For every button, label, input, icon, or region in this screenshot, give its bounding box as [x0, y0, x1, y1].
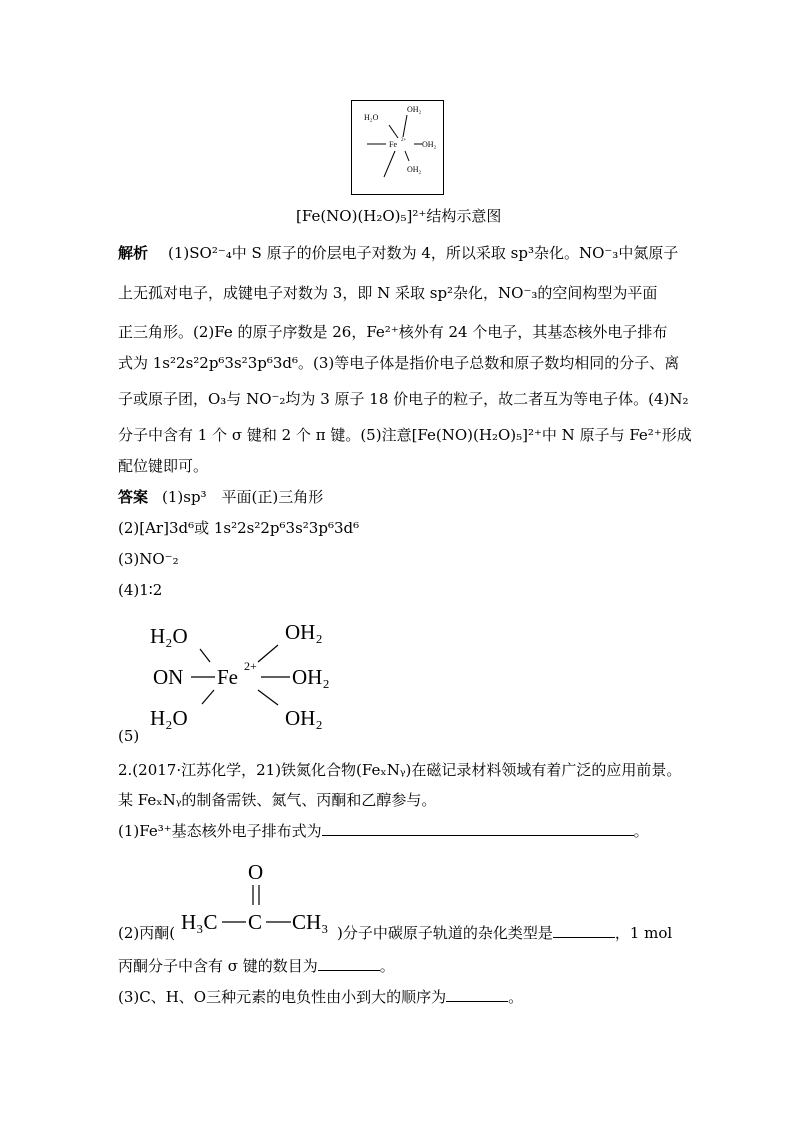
- h2o-bottom-left: H₂O: [150, 706, 188, 730]
- answer-3: (3)NO⁻₂: [118, 550, 179, 568]
- h2o-top-left: H₂O: [150, 624, 188, 648]
- answer-5: (5): [118, 727, 140, 745]
- figure-caption: [Fe(NO)(H₂O)₅]²⁺结构示意图: [296, 207, 502, 225]
- question2-part2-line2: [118, 956, 395, 976]
- answer-1: (1)sp³ 平面(正)三角形: [162, 488, 324, 506]
- fe-charge: 2+: [244, 659, 257, 673]
- fe-label: Fe: [389, 140, 397, 149]
- q3-electronegativity-blank[interactable]: [446, 987, 508, 1002]
- fe-charge-label: 2+: [401, 138, 407, 143]
- oh2-bottom-label: OH₂: [407, 165, 422, 174]
- structure-figure-box: [351, 100, 444, 195]
- oh2-top-label: OH₂: [407, 105, 422, 114]
- oh2-right: OH₂: [292, 665, 330, 689]
- answer-4: (4)1∶2: [118, 581, 163, 599]
- question2-part1: [118, 821, 649, 841]
- acetone-ch3: CH₃: [292, 910, 329, 934]
- analysis-line-1: (1)SO²⁻₄中 S 原子的价层电子对数为 4，所以采取 sp³杂化。NO⁻₃中氮原子: [168, 244, 679, 262]
- oh2-top-right: OH₂: [285, 620, 323, 644]
- q2-sigma-count-blank[interactable]: [318, 956, 380, 971]
- q2-suffix: )分子中碳原子轨道的杂化类型是: [337, 924, 553, 942]
- question2-intro-line2: 某 FeₓNᵧ的制备需铁、氮气、丙酮和乙醇参与。: [118, 791, 437, 809]
- q1-answer-blank[interactable]: [322, 821, 634, 836]
- answer-2: (2)[Ar]3d⁶或 1s²2s²2p⁶3s²3p⁶3d⁶: [118, 519, 360, 537]
- q3-end: 。: [508, 988, 524, 1006]
- acetone-c: C: [248, 910, 263, 934]
- fe-complex-sketch: [352, 101, 443, 194]
- q2-hybridization-blank[interactable]: [553, 923, 615, 938]
- answer-label: 答案: [118, 488, 149, 506]
- q1-end: 。: [633, 822, 649, 840]
- h2o-left-label: H₂O: [364, 113, 379, 122]
- q3-text: (3)C、H、O三种元素的电负性由小到大的顺序为: [118, 988, 447, 1006]
- analysis-line-7: 配位键即可。: [118, 457, 209, 475]
- acetone-structure: [178, 858, 338, 942]
- acetone-h3c: H₃C: [181, 910, 218, 934]
- fe-center: Fe: [217, 665, 238, 689]
- on-label: ON: [153, 665, 184, 689]
- question2-part2: [337, 923, 672, 943]
- analysis-line-2: 上无孤对电子，成键电子对数为 3，即 N 采取 sp²杂化，NO⁻₃的空间构型为平面: [118, 284, 658, 302]
- oh2-right-label: OH₂: [422, 140, 437, 149]
- q2-tail: ，1 mol: [614, 924, 673, 942]
- analysis-line-6: 分子中含有 1 个 σ 键和 2 个 π 键。(5)注意[Fe(NO)(H₂O)₅]²⁺中 N 原子与 Fe²⁺形成: [118, 426, 692, 444]
- question2-intro-line1: 2.(2017·江苏化学，21)铁氮化合物(FeₓNᵧ)在磁记录材料领域有着广泛的应用前景。: [118, 761, 682, 779]
- analysis-line-5: 子或原子团，O₃与 NO⁻₂均为 3 原子 18 价电子的粒子，故二者互为等电子体。(4)N₂: [118, 390, 689, 408]
- analysis-label: 解析: [118, 244, 149, 262]
- analysis-line-4: 式为 1s²2s²2p⁶3s²3p⁶3d⁶。(3)等电子体是指价电子总数和原子数均相同的分子、离: [118, 354, 680, 372]
- q2-end: 。: [379, 957, 395, 975]
- fe-complex-structure: [140, 612, 360, 742]
- analysis-line-3: 正三角形。(2)Fe 的原子序数是 26，Fe²⁺核外有 24 个电子，其基态核外电子排布: [118, 323, 668, 341]
- q1-text: (1)Fe³⁺基态核外电子排布式为: [118, 822, 322, 840]
- oh2-bottom-right: OH₂: [285, 706, 323, 730]
- q2-prefix: (2)丙酮(: [118, 924, 176, 942]
- question2-part3: [118, 987, 523, 1007]
- acetone-o: O: [248, 860, 264, 884]
- q2-line2-text: 丙酮分子中含有 σ 键的数目为: [118, 957, 318, 975]
